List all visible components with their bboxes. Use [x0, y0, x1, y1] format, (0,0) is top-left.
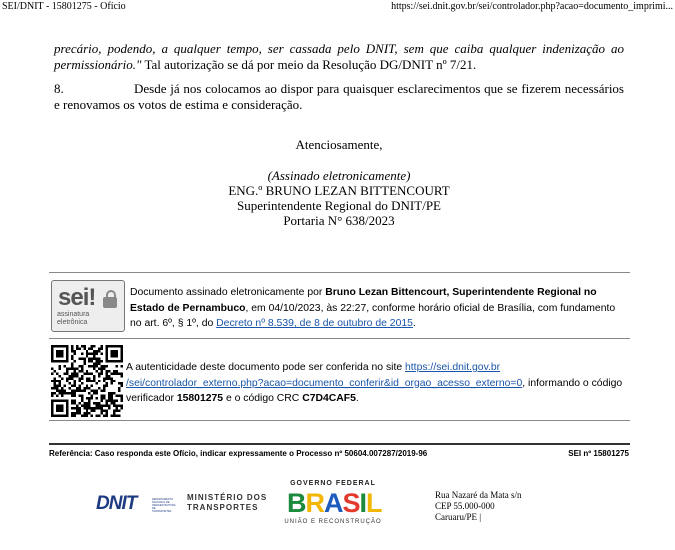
divider [49, 420, 630, 421]
address-line: CEP 55.000-000 [435, 501, 495, 511]
sei-logo-subtitle: assinatura eletrônica [57, 311, 90, 326]
signer-highlight: Bruno Lezan Bittencourt, Superintendente Regional no Estado de Pernambuco [130, 287, 597, 314]
footer-divider [49, 443, 630, 445]
gov-logo-word: BRASIL [287, 488, 382, 518]
qr-code-icon [51, 345, 123, 417]
print-header [0, 0, 675, 14]
address [435, 490, 521, 523]
verifier-code: 15801275 [176, 393, 224, 404]
authenticity-note: A autenticidade deste documento pode ser conferida no site https://sei.dnit.gov.br /sei/controlador_externo.php?acao=documento_conferir&id_orgao_acesso_externo=0, informando o código verificador 15801275 e o código CRC C7D4CAF5. [126, 362, 623, 404]
quoted-text: precário, podendo, a qualquer tempo, ser cassada pelo DNIT, sem que caiba qualquer indenização ao permissionário." [54, 41, 624, 72]
sei-signature-logo [51, 280, 125, 332]
ministry-logo: MINISTÉRIO DOS TRANSPORTES [187, 493, 268, 512]
signer-name: ENG.º BRUNO LEZAN BITTENCOURT [228, 183, 450, 198]
address-line: Rua Nazaré da Mata s/n [435, 490, 522, 500]
divider [49, 338, 630, 339]
decree-link[interactable]: Decreto nº 8.539, de 8 de outubro de 2015 [216, 318, 413, 329]
print-header-url: https://sei.dnit.gov.br/sei/controlador.php?acao=documento_imprimi... [391, 1, 673, 12]
electronic-signature-note: Documento assinado eletronicamente por Bruno Lezan Bittencourt, Superintendente Regional no Estado de Pernambuco, em 04/10/2023, às 22:27, conforme horário oficial de Brasília, com fundamento no art. 6º, § 1º, do Decreto nº 8.539, de 8 de outubro de 2015. [130, 287, 616, 329]
process-reference: Referência: Caso responda este Ofício, indicar expressamente o Processo nº 50604.007287/2019-96 [49, 449, 428, 458]
dnit-logo-subtitle: DEPARTAMENTO NACIONAL DE INFRAESTRUTURA DE TRANSPORTES [152, 498, 176, 513]
paragraph-text: Tal autorização se dá por meio da Resolução DG/DNIT nº 7/21. [141, 57, 477, 72]
dnit-logo [96, 493, 176, 515]
print-header-title: SEI/DNIT - 15801275 - Ofício [2, 1, 126, 12]
government-logo [284, 480, 382, 528]
lock-icon [103, 297, 117, 308]
signer-portaria: Portaria N° 638/2023 [283, 213, 395, 228]
paragraph-number: 8. [54, 81, 64, 96]
divider [49, 272, 630, 273]
sei-logo-word: sei! [58, 284, 96, 311]
gov-logo-bottom: UNIÃO E RECONSTRUÇÃO [284, 519, 382, 525]
sei-verify-link[interactable]: https://sei.dnit.gov.br /sei/controlador_externo.php?acao=documento_conferir&id_orgao_acesso_externo=0 [126, 362, 523, 389]
address-line: Caruaru/PE | [435, 512, 482, 522]
salutation: Atenciosamente, [295, 137, 383, 152]
paragraph-text: Desde já nos colocamos ao dispor para quaisquer esclarecimentos que se fizerem necessários e renovamos os votos de estima e consideração. [54, 81, 624, 112]
dnit-logo-word: DNIT [96, 493, 137, 514]
paragraph-continuation [54, 41, 624, 73]
sei-number: SEI nº 15801275 [568, 449, 629, 458]
gov-logo-top: GOVERNO FEDERAL [290, 480, 376, 487]
signed-note: (Assinado eletronicamente) [267, 168, 411, 183]
signature-block [54, 168, 624, 228]
signer-role: Superintendente Regional do DNIT/PE [237, 198, 441, 213]
paragraph-8 [54, 81, 624, 113]
crc-code: C7D4CAF5 [302, 393, 356, 404]
